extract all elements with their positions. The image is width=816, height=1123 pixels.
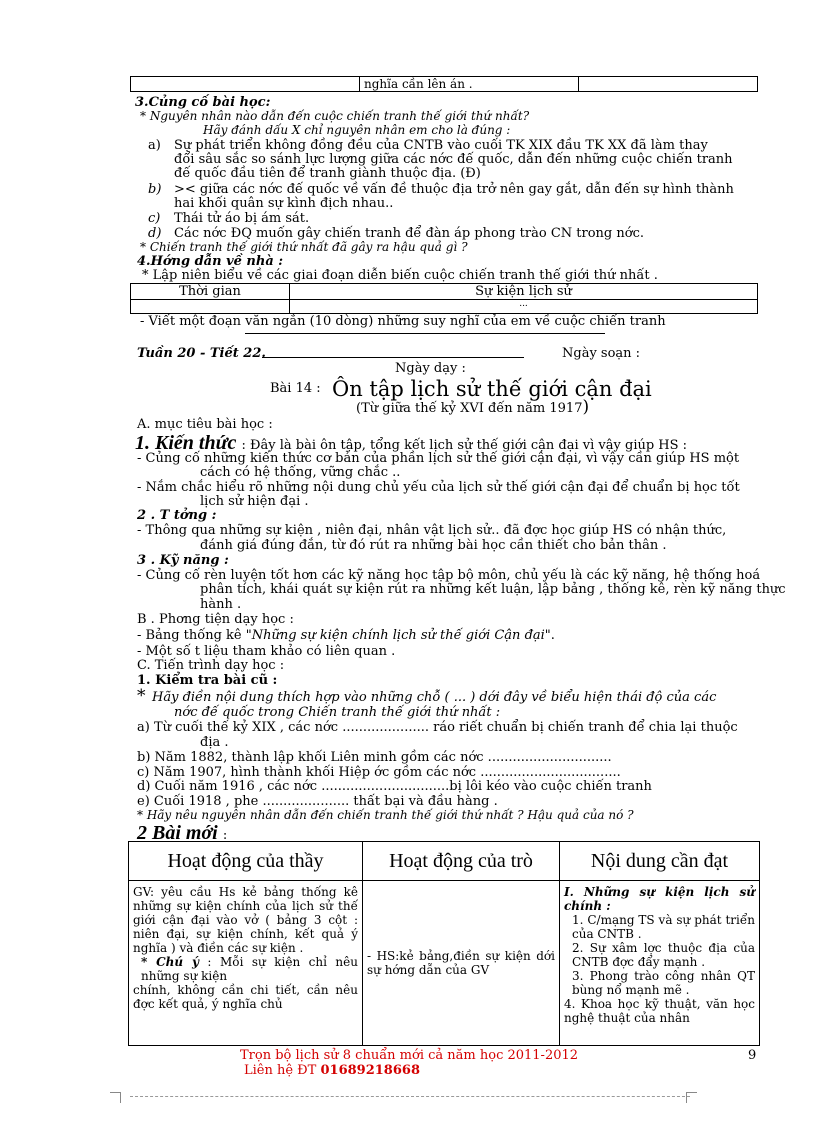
review-question-1: * Nguyên nhân nào dẫn đến cuộc chiến tranh thế giới thứ nhất? bbox=[140, 109, 530, 123]
process-heading: C. Tiến trình dạy học : bbox=[137, 658, 285, 673]
content-item-3: 3. Phong trào công nhân QT bùng nổ mạnh mẽ . bbox=[572, 969, 755, 997]
student-activity-cell bbox=[363, 881, 560, 1046]
new-lesson-heading: 2 Bài mới bbox=[137, 822, 218, 844]
content-item-1: 1. C/mạng TS và sự phát triển của CNTB . bbox=[572, 913, 755, 941]
header-teacher: Hoạt động của thầy bbox=[129, 842, 363, 881]
divider bbox=[245, 333, 605, 334]
student-activity: - HS:kẻ bảng,điền sự kiện dới sự hớng dẫn của GV bbox=[367, 949, 555, 977]
fill-a-line-2: địa . bbox=[200, 735, 229, 750]
lesson-subtitle-close: ) bbox=[582, 397, 590, 417]
option-d: Các nớc ĐQ muốn gây chiến tranh để đàn áp phong trào CN trong nớc. bbox=[174, 226, 644, 241]
lesson-number: Bài 14 : bbox=[270, 381, 321, 396]
table-row bbox=[129, 881, 760, 1046]
prep-date: Ngày soạn : bbox=[562, 346, 641, 361]
week-label: Tuần 20 - Tiết 22. bbox=[137, 346, 266, 361]
fill-d: d) Cuối năm 1916 , các nớc ...............................bị lôi kéo vào cuộc chiến tranh bbox=[137, 779, 652, 794]
table-header-time: Thời gian bbox=[131, 284, 290, 300]
divider bbox=[262, 357, 524, 358]
lesson-title: Ôn tập lịch sử thế giới cận đại bbox=[332, 377, 652, 401]
fill-a-line-1: a) Từ cuối thế kỷ XIX , các nớc ..................... ráo riết chuẩn bị chiến tranh để chia lại thuộc bbox=[137, 720, 738, 735]
knowledge-heading: 1. Kiến thức bbox=[135, 432, 237, 454]
table-header-row bbox=[129, 842, 760, 881]
homework-task-1: * Lập niên biểu về các giai đoạn diễn biến cuộc chiến tranh thế giới thứ nhất . bbox=[142, 268, 658, 283]
table-row bbox=[131, 284, 758, 300]
lesson-subtitle: (Từ giữa thế kỷ XVI đến năm 1917 bbox=[356, 401, 583, 416]
table-cell bbox=[360, 77, 579, 92]
footer-phone: 01689218668 bbox=[320, 1063, 420, 1078]
teacher-activity-2: chính, không cần chi tiết, cần nêu đợc kết quả, ý nghĩa chủ bbox=[133, 983, 358, 1011]
means-item-2: - Một số t liệu tham khảo có liên quan . bbox=[137, 644, 396, 659]
option-b-line2: hai khối quân sự kình địch nhau.. bbox=[174, 196, 394, 211]
fill-e: e) Cuối 1918 , phe ..................... thất bại và đầu hàng . bbox=[137, 794, 498, 809]
option-b-label: b) bbox=[148, 182, 162, 197]
table-cell bbox=[579, 77, 758, 92]
skills-line-3: hành . bbox=[200, 597, 242, 612]
old-lesson-check-heading: 1. Kiểm tra bài cũ : bbox=[137, 673, 278, 688]
means-item-1-suffix: ". bbox=[544, 628, 555, 643]
table-cell bbox=[131, 300, 290, 314]
option-d-label: d) bbox=[148, 226, 162, 241]
attitude-line-1: - Thông qua những sự kiện , niên đại, nhân vật lịch sử.. đã đợc học giúp HS có nhận thức, bbox=[137, 523, 727, 538]
option-a-line3: đế quốc đầu tiên để tranh giành thuộc địa. (Đ) bbox=[174, 166, 481, 181]
option-a-line1: Sự phát triển không đồng đều của CNTB vào cuối TK XIX đầu TK XX đã làm thay bbox=[174, 138, 708, 153]
means-item-1-title: Những sự kiện chính lịch sử thế giới Cận đại bbox=[251, 628, 545, 643]
skills-line-1: - Củng cố rèn luyện tốt hơn các kỹ năng học tập bộ môn, chủ yếu là các kỹ năng, hệ thống hoá bbox=[137, 568, 761, 583]
header-student: Hoạt động của trò bbox=[363, 842, 560, 881]
review-heading: 3.Củng cố bài học: bbox=[135, 95, 271, 110]
table-cell bbox=[131, 77, 360, 92]
content-item-4: 4. Khoa học kỹ thuật, văn học nghệ thuật của nhân bbox=[564, 997, 755, 1025]
top-row-text: nghĩa cần lên án . bbox=[364, 77, 473, 91]
footer-line-1: Trọn bộ lịch sử 8 chuẩn mới cả năm học 2011-2012 bbox=[240, 1048, 579, 1063]
knowledge-bullet-2b: lịch sử hiện đại . bbox=[200, 494, 309, 509]
top-table bbox=[130, 76, 758, 92]
attitude-line-2: đánh giá đúng đắn, từ đó rút ra những bài học cần thiết cho bản thân . bbox=[200, 538, 667, 553]
crop-mark-icon bbox=[110, 1092, 121, 1103]
homework-task-2: - Viết một đoạn văn ngắn (10 dòng) những suy nghĩ của em về cuộc chiến tranh bbox=[140, 314, 666, 329]
check-question-line-2: nớc đế quốc trong Chiến tranh thế giới thứ nhất : bbox=[174, 705, 501, 720]
review-instruction: Hãy đánh dấu X chỉ nguyên nhân em cho là đúng : bbox=[203, 123, 511, 137]
table-header-event: Sự kiện lịch sử bbox=[290, 284, 758, 300]
skills-heading: 3 . Kỹ năng : bbox=[137, 553, 229, 568]
knowledge-bullet-1a: - Củng cố những kiến thức cơ bản của phần lịch sử thế giới cận đại, vì vậy cần giúp HS một bbox=[137, 451, 740, 466]
knowledge-bullet-1b: cách có hệ thống, vững chắc .. bbox=[200, 465, 401, 480]
knowledge-bullet-2a: - Nắm chắc hiểu rõ những nội dung chủ yếu của lịch sử thế giới cận đại để chuẩn bị học tốt bbox=[137, 480, 740, 495]
table-row bbox=[131, 77, 758, 92]
teach-date: Ngày dạy : bbox=[395, 361, 466, 376]
table-cell: ... bbox=[290, 300, 758, 314]
teacher-activity-1: GV: yêu cầu Hs kẻ bảng thống kê những sự kiện chính của lịch sử thế giới cận đại vào vở ( bảng 3 cột : niên đại, sự kiện chính, kết quả ý nghĩa ) và điền các sự kiện . bbox=[133, 885, 358, 955]
skills-line-2: phân tích, khái quát sự kiện rút ra những kết luận, lập bảng , thống kê, rèn kỹ năng thực bbox=[200, 582, 786, 597]
content-heading: I. Những sự kiện lịch sử chính : bbox=[564, 885, 755, 913]
crop-mark-icon bbox=[686, 1092, 697, 1103]
header-content: Nội dung cần đạt bbox=[560, 842, 760, 881]
option-a-label: a) bbox=[148, 138, 161, 153]
fill-b: b) Năm 1882, thành lập khối Liên minh gồm các nớc .............................. bbox=[137, 750, 612, 765]
means-heading: B . Phơng tiện dạy học : bbox=[137, 612, 294, 627]
fill-c: c) Năm 1907, hình thành khối Hiệp ớc gồm các nớc .................................. bbox=[137, 765, 621, 780]
objectives-heading: A. mục tiêu bài học : bbox=[137, 417, 273, 432]
footer-contact-label: Liên hệ ĐT bbox=[244, 1063, 321, 1078]
teacher-note: : Mỗi sự kiện chỉ nêu những sự kiện bbox=[141, 955, 358, 983]
star-icon: * bbox=[137, 686, 146, 706]
option-a-line2: đổi sâu sắc so sánh lực lượng giữa các nớc đế quốc, dẫn đến những cuộc chiến tranh bbox=[174, 152, 733, 167]
content-item-2: 2. Sự xâm lợc thuộc địa của CNTB đợc đẩy mạnh . bbox=[572, 941, 755, 969]
content-cell bbox=[560, 881, 760, 1046]
table-row bbox=[131, 300, 758, 314]
activity-table bbox=[128, 841, 760, 1046]
option-c: Thái tử áo bị ám sát. bbox=[174, 211, 310, 226]
option-b-line1: >< giữa các nớc đế quốc về vấn đề thuộc địa trở nên gay gắt, dẫn đến sự hình thành bbox=[174, 182, 734, 197]
footer-divider bbox=[130, 1096, 690, 1097]
page-number: 9 bbox=[748, 1048, 757, 1063]
timeline-table bbox=[130, 283, 758, 314]
option-c-label: c) bbox=[148, 211, 161, 226]
new-lesson-colon: : bbox=[222, 828, 228, 843]
knowledge-intro: : Đây là bài ôn tập, tổng kết lịch sử thế giới cận đại vì vậy giúp HS : bbox=[241, 438, 688, 453]
teacher-note-label: * Chú ý bbox=[141, 955, 199, 969]
check-question-2: * Hãy nêu nguyên nhân dẫn đến chiến tranh thế giới thứ nhất ? Hậu quả của nó ? bbox=[137, 808, 634, 822]
means-item-1-prefix: - Bảng thống kê " bbox=[137, 628, 252, 643]
homework-heading: 4.Hớng dẫn về nhà : bbox=[137, 254, 284, 269]
review-question-2: * Chiến tranh thế giới thứ nhất đã gây ra hậu quả gì ? bbox=[140, 240, 468, 254]
attitude-heading: 2 . T tởng : bbox=[137, 508, 217, 523]
teacher-activity-cell bbox=[129, 881, 363, 1046]
check-question-line-1: Hãy điền nội dung thích hợp vào những chỗ ( ... ) dới đây về biểu hiện thái độ của các bbox=[152, 690, 717, 705]
